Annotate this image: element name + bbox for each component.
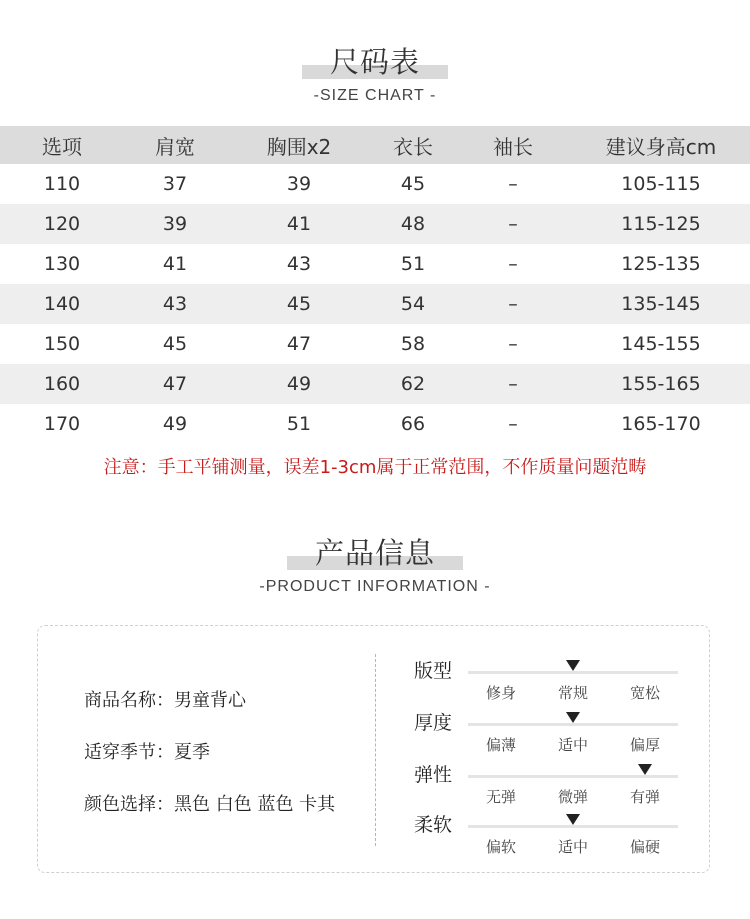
- table-cell: 37: [162, 173, 188, 195]
- table-cell: 135-145: [621, 293, 701, 315]
- table-row: [0, 244, 750, 284]
- table-cell: –: [508, 293, 518, 315]
- table-row: [0, 204, 750, 244]
- product-info-title: 产品信息: [314, 536, 435, 570]
- product-info-box: [37, 625, 710, 873]
- info-divider: [375, 654, 376, 846]
- attribute-track: [468, 775, 678, 778]
- header-cell: 建议身高cm: [605, 134, 717, 159]
- attribute-option: 适中: [557, 838, 588, 856]
- table-cell: 41: [162, 253, 188, 275]
- table-cell: –: [508, 173, 518, 195]
- attribute-option: 常规: [557, 684, 588, 702]
- table-cell: 39: [286, 173, 312, 195]
- pointer-icon: [566, 660, 580, 671]
- table-cell: 43: [162, 293, 188, 315]
- header-cell: 胸围x2: [266, 134, 332, 159]
- product-info-heading: [0, 531, 750, 596]
- table-row: [0, 284, 750, 324]
- attribute-option: 偏薄: [485, 736, 516, 754]
- size-chart-subtitle: -SIZE CHART -: [313, 87, 437, 104]
- table-cell: 140: [43, 293, 81, 315]
- table-cell: 120: [43, 213, 81, 235]
- table-cell: –: [508, 373, 518, 395]
- table-cell: 41: [286, 213, 312, 235]
- table-row: [0, 404, 750, 444]
- table-cell: 130: [43, 253, 81, 275]
- attribute-name: 版型: [414, 660, 453, 682]
- header-cell: 肩宽: [155, 134, 195, 159]
- header-cell: 袖长: [493, 134, 533, 159]
- pointer-icon: [566, 712, 580, 723]
- table-cell: 51: [400, 253, 426, 275]
- size-chart-title: 尺码表: [329, 45, 420, 79]
- table-cell: 145-155: [621, 333, 701, 355]
- attribute-track: [468, 825, 678, 828]
- table-cell: 48: [400, 213, 426, 235]
- table-row: [0, 324, 750, 364]
- size-table-header: [0, 126, 750, 164]
- product-season: 适穿季节：夏季: [84, 742, 210, 763]
- table-cell: 47: [286, 333, 312, 355]
- table-cell: 45: [286, 293, 312, 315]
- product-colors: 颜色选择：黑色 白色 蓝色 卡其: [84, 794, 336, 815]
- table-cell: 160: [43, 373, 81, 395]
- table-cell: 62: [400, 373, 426, 395]
- table-row: [0, 364, 750, 404]
- pointer-icon: [638, 764, 652, 775]
- table-row: [0, 164, 750, 204]
- table-cell: 47: [162, 373, 188, 395]
- table-cell: 51: [286, 413, 312, 435]
- table-cell: 165-170: [621, 413, 701, 435]
- table-cell: 39: [162, 213, 188, 235]
- table-cell: 49: [286, 373, 312, 395]
- product-info-subtitle: -PRODUCT INFORMATION -: [259, 578, 491, 595]
- attribute-name: 弹性: [414, 764, 453, 786]
- attribute-option: 微弹: [557, 788, 588, 806]
- attribute-option: 有弹: [629, 788, 660, 806]
- attribute-track: [468, 723, 678, 726]
- attribute-option: 偏硬: [629, 838, 660, 856]
- table-cell: 150: [43, 333, 81, 355]
- attribute-track: [468, 671, 678, 674]
- table-cell: 170: [43, 413, 81, 435]
- table-cell: 54: [400, 293, 426, 315]
- table-cell: 110: [43, 173, 81, 195]
- header-cell: 选项: [42, 134, 82, 159]
- table-cell: 125-135: [621, 253, 701, 275]
- table-cell: 58: [400, 333, 426, 355]
- pointer-icon: [566, 814, 580, 825]
- table-cell: 66: [400, 413, 426, 435]
- attribute-softness: [414, 810, 694, 862]
- attribute-name: 厚度: [414, 712, 453, 734]
- attribute-fit: [414, 656, 694, 708]
- attribute-option: 适中: [557, 736, 588, 754]
- table-cell: 43: [286, 253, 312, 275]
- attribute-name: 柔软: [414, 814, 453, 836]
- table-cell: 105-115: [621, 173, 701, 195]
- table-cell: –: [508, 333, 518, 355]
- attribute-option: 偏软: [485, 838, 516, 856]
- table-cell: 45: [400, 173, 426, 195]
- header-cell: 衣长: [393, 134, 433, 159]
- table-cell: 49: [162, 413, 188, 435]
- attribute-elasticity: [414, 760, 694, 812]
- table-cell: 45: [162, 333, 188, 355]
- table-cell: –: [508, 253, 518, 275]
- size-table: [0, 126, 750, 444]
- table-cell: 155-165: [621, 373, 701, 395]
- attribute-option: 修身: [485, 684, 516, 702]
- attribute-option: 偏厚: [629, 736, 660, 754]
- size-chart-heading: [0, 40, 750, 105]
- table-cell: 115-125: [621, 213, 701, 235]
- table-cell: –: [508, 213, 518, 235]
- table-cell: –: [508, 413, 518, 435]
- attribute-thickness: [414, 708, 694, 760]
- measurement-note: 注意：手工平铺测量，误差1-3cm属于正常范围，不作质量问题范畴: [103, 457, 647, 478]
- attribute-option: 宽松: [629, 684, 660, 702]
- attribute-option: 无弹: [485, 788, 516, 806]
- product-name: 商品名称：男童背心: [84, 690, 246, 711]
